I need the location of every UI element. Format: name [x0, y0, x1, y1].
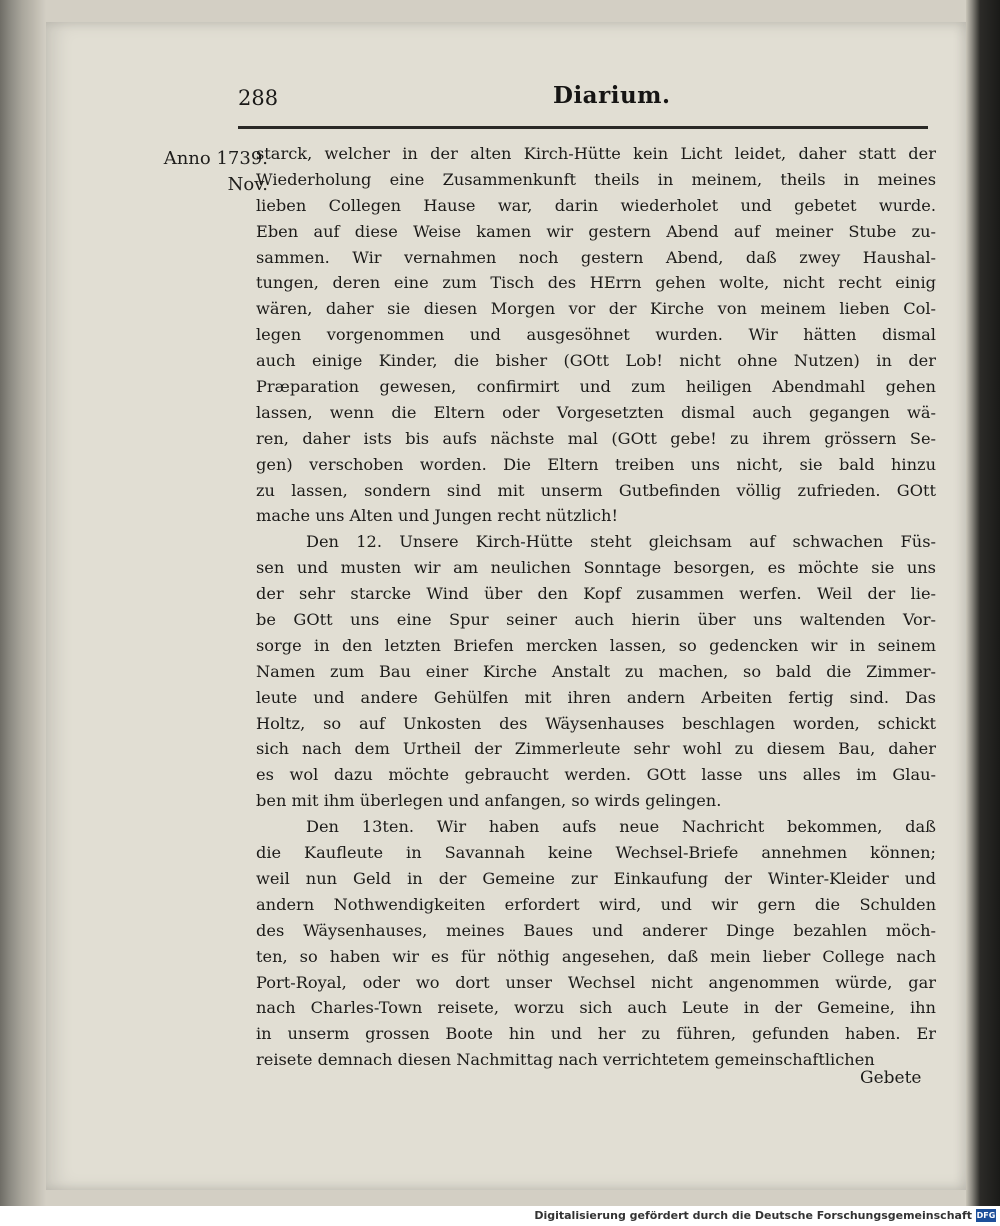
running-head: Diarium. [553, 82, 671, 109]
body-text [256, 141, 936, 1073]
text-line: ten, so haben wir es für nöthig angesehen, daß mein lieber College nach [256, 946, 936, 966]
text-line: Wiederholung eine Zusammenkunft theils in meinem, theils in meines [256, 169, 936, 189]
catchword: Gebete [860, 1068, 922, 1088]
margin-note [118, 146, 268, 198]
text-line: Holtz, so auf Unkosten des Wäysenhauses beschlagen worden, schickt [256, 713, 936, 733]
text-line: auch einige Kinder, die bisher (GOtt Lob! nicht ohne Nutzen) in der [256, 351, 936, 371]
text-line: die Kaufleute in Savannah keine Wechsel-Briefe annehmen können; [256, 843, 936, 863]
text-line: Eben auf diese Weise kamen wir gestern Abend auf meiner Stube zu- [256, 221, 936, 241]
text-line: lassen, wenn die Eltern oder Vorgesetzten dismal auch gegangen wä- [256, 402, 936, 422]
margin-note-month: Nov. [227, 174, 268, 195]
text-line: andern Nothwendigkeiten erfordert wird, und wir gern die Schulden [256, 894, 936, 914]
text-line: zu lassen, sondern sind mit unserm Gutbefinden völlig zufrieden. GOtt [256, 480, 936, 500]
text-line: Namen zum Bau einer Kirche Anstalt zu machen, so bald die Zimmer- [256, 661, 936, 681]
footer-bar [0, 1206, 1000, 1226]
text-line: starck, welcher in der alten Kirch-Hütte kein Licht leidet, daher statt der [256, 144, 936, 163]
text-line: Den 12. Unsere Kirch-Hütte steht gleichsam auf schwachen Füs- [306, 532, 936, 552]
text-line: ren, daher ists bis aufs nächste mal (GOtt gebe! zu ihrem grössern Se- [256, 428, 936, 448]
text-line: reisete demnach diesen Nachmittag nach verrichtetem gemeinschaftlichen [256, 1050, 875, 1070]
page-number: 288 [238, 86, 279, 110]
text-line: des Wäysenhauses, meines Baues und anderer Dinge bezahlen möch- [256, 920, 936, 940]
text-line: Præparation gewesen, confirmirt und zum heiligen Abendmahl gehen [256, 377, 936, 397]
header-rule [238, 126, 928, 129]
text-line: in unserm grossen Boote hin und her zu führen, gefunden haben. Er [256, 1024, 936, 1044]
text-line: be GOtt uns eine Spur seiner auch hierin über uns waltenden Vor- [256, 610, 936, 630]
text-line: der sehr starcke Wind über den Kopf zusammen werfen. Weil der lie- [256, 584, 936, 604]
text-line: sen und musten wir am neulichen Sonntage besorgen, es möchte sie uns [256, 558, 936, 578]
dfg-logo: DFG [976, 1211, 996, 1220]
text-line: lieben Collegen Hause war, darin wiederholet und gebetet wurde. [256, 195, 936, 215]
dfg-credit: Digitalisierung gefördert durch die Deutsche Forschungsgemeinschaft [534, 1209, 972, 1222]
text-line: ben mit ihm überlegen und anfangen, so wirds gelingen. [256, 791, 722, 811]
margin-note-year: Anno 1739. [163, 148, 268, 169]
text-line: leute und andere Gehülfen mit ihren andern Arbeiten fertig sind. Das [256, 687, 936, 707]
text-line: wären, daher sie diesen Morgen vor der Kirche von meinem lieben Col- [256, 299, 936, 319]
page-header [238, 82, 928, 122]
text-line: sammen. Wir vernahmen noch gestern Abend, daß zwey Haushal- [256, 247, 936, 267]
text-line: legen vorgenommen und ausgesöhnet wurden. Wir hätten dismal [256, 325, 936, 345]
book-edge [966, 0, 1000, 1206]
text-line: weil nun Geld in der Gemeine zur Einkaufung der Winter-Kleider und [256, 868, 936, 888]
text-line: gen) verschoben worden. Die Eltern treiben uns nicht, sie bald hinzu [256, 454, 936, 474]
text-line: mache uns Alten und Jungen recht nützlich! [256, 506, 618, 526]
text-line: es wol dazu möchte gebraucht werden. GOtt lasse uns alles im Glau- [256, 765, 936, 785]
text-line: tungen, deren eine zum Tisch des HErrn gehen wolte, nicht recht einig [256, 273, 936, 293]
text-line: sorge in den letzten Briefen mercken lassen, so gedencken wir in seinem [256, 635, 936, 655]
text-line: sich nach dem Urtheil der Zimmerleute sehr wohl zu diesem Bau, daher [256, 739, 936, 759]
text-line: Port-Royal, oder wo dort unser Wechsel nicht angenommen würde, gar [256, 972, 936, 992]
text-line: Den 13ten. Wir haben aufs neue Nachricht bekommen, daß [306, 817, 936, 837]
text-line: nach Charles-Town reisete, worzu sich auch Leute in der Gemeine, ihn [256, 998, 936, 1018]
